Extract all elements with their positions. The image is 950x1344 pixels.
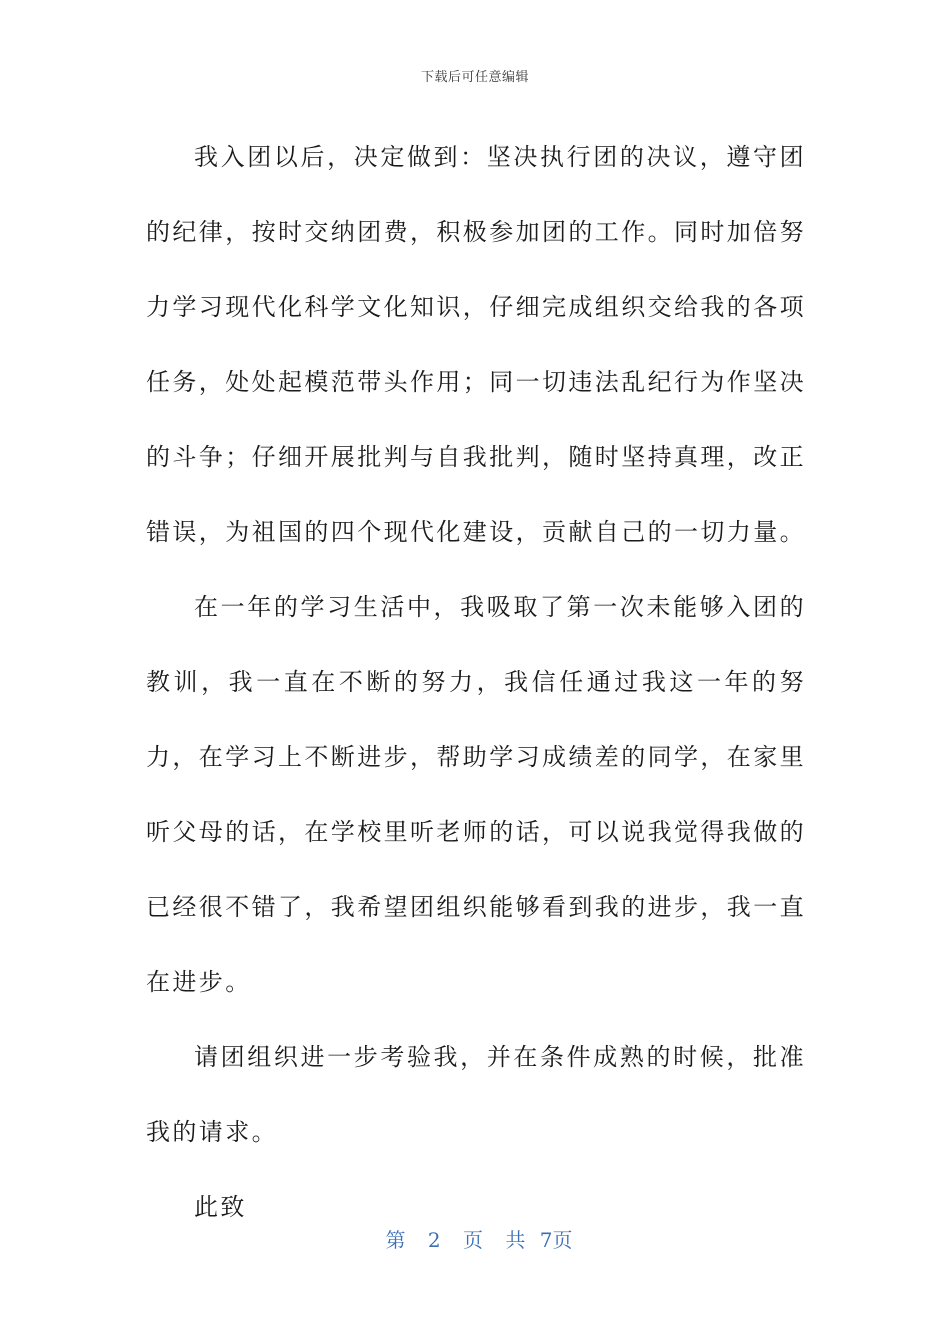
paragraph-closing: 此致 xyxy=(194,1193,247,1221)
footer-total-word: 共 xyxy=(505,1228,526,1252)
header-note: 下载后可任意编辑 xyxy=(420,70,529,85)
paragraph-request: 请团组织进一步考验我，并在条件成熟的时候，批准我的请求。 xyxy=(146,1043,806,1146)
footer-page-word: 页 xyxy=(463,1228,483,1252)
paragraph-pledge: 我入团以后，决定做到：坚决执行团的决议，遵守团的纪律，按时交纳团费，积极参加团的工作。同时加倍努力学习现代化科学文化知识，仔细完成组织交给我的各项任务，处处起模范带头作用；同一切违法乱纪行为作坚决的斗争；仔细开展批判与自我批判，随时坚持真理，改正错误，为祖国的四个现代化建设，贡献自己的一切力量。 xyxy=(146,143,806,546)
footer-prefix: 第 xyxy=(385,1228,406,1252)
footer-total-pages: 7页 xyxy=(539,1228,573,1252)
page-number-footer xyxy=(0,1224,950,1253)
document-body xyxy=(146,120,806,1245)
footer-current-page: 2 xyxy=(427,1228,441,1252)
paragraph-progress: 在一年的学习生活中，我吸取了第一次未能够入团的教训，我一直在不断的努力，我信任通过我这一年的努力，在学习上不断进步，帮助学习成绩差的同学，在家里听父母的话，在学校里听老师的话，可以说我觉得我做的已经很不错了，我希望团组织能够看到我的进步，我一直在进步。 xyxy=(146,593,806,996)
